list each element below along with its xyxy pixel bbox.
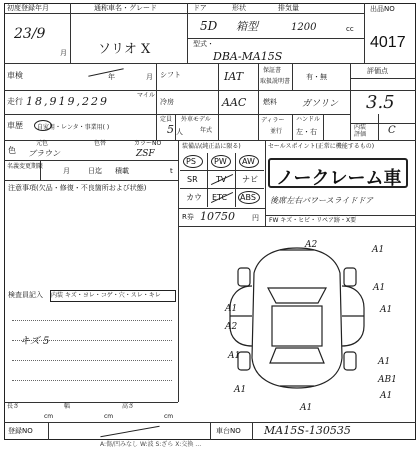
inspector-options: 内装 キズ・ヨレ・コゲ・穴・スレ・キレ	[51, 292, 161, 299]
interior-sub: 評価	[354, 131, 367, 138]
dealer-label: ディラー	[261, 117, 285, 124]
damage-mark: A1	[228, 351, 241, 361]
doors-value: 5D	[200, 19, 218, 33]
divider	[4, 140, 416, 141]
fuel-value: ガソリン	[302, 99, 339, 109]
displacement-label: 排気量	[278, 4, 299, 12]
damage-mark: A1	[378, 357, 391, 367]
chassis-label: 車台NO	[216, 427, 241, 435]
model-value: DBA-MA15S	[213, 50, 283, 63]
color-change-label: 色替	[94, 140, 107, 147]
ac-value: AAC	[222, 96, 247, 109]
history-label: 車歴	[7, 121, 23, 130]
damage-mark: AB1	[378, 375, 397, 385]
height-unit: cm	[164, 413, 174, 420]
note-line	[12, 320, 172, 321]
first-reg-label: 初度登録年月	[7, 4, 49, 12]
doors-label: ドア	[193, 4, 207, 12]
inspector-note: キズ 5	[20, 336, 50, 347]
warranty-sub: 取扱説明書	[260, 78, 291, 85]
mileage-label: 走行	[7, 97, 23, 106]
damage-mark: A1	[380, 391, 393, 401]
equipment-grid	[180, 153, 264, 207]
height-label: 高さ	[122, 403, 135, 410]
divider	[175, 114, 176, 140]
lot-value: 4017	[370, 34, 406, 51]
color-no-value: ZSF	[136, 149, 155, 159]
divider	[187, 38, 364, 39]
dealer-sub: 並行	[270, 128, 283, 135]
equipment-item-tv: TV	[208, 171, 236, 189]
exterior-sub: 年式	[200, 127, 213, 134]
shaken-month-unit: 月	[146, 73, 153, 81]
divider	[4, 180, 178, 181]
divider	[350, 78, 416, 79]
equipment-item-ps: PS	[180, 153, 208, 171]
equipment-item-abs: ABS	[236, 189, 264, 207]
color-label: 色	[8, 146, 16, 155]
damage-mark: A1	[300, 403, 313, 413]
divider	[258, 63, 259, 140]
divider	[48, 422, 49, 440]
divider	[4, 160, 178, 161]
divider	[364, 3, 365, 63]
inspector-label: 検査員記入	[8, 291, 43, 299]
shift-label: シフト	[160, 71, 181, 79]
shape-value: 箱型	[236, 20, 258, 33]
equipment-item-sr: SR	[180, 171, 208, 189]
model-label: 型式・	[193, 40, 214, 48]
chassis-value: MA15S-130535	[264, 424, 351, 437]
equipment-label: 装備品(純正品に限る)	[182, 143, 241, 150]
car-name-label: 通称車名・グレード	[94, 4, 157, 12]
name-change-month: 月	[63, 167, 70, 175]
divider	[265, 215, 416, 216]
divider	[156, 63, 157, 140]
footer-note: A:傷/凹みなし W:波 S:ざら X:交換 …	[100, 441, 202, 448]
no-claim-stamp-text: ノークレーム車	[276, 168, 402, 189]
divider	[350, 63, 351, 140]
mileage-unit: マイル	[137, 92, 155, 99]
divider	[378, 114, 379, 140]
reg-no-label: 登録NO	[8, 427, 33, 435]
inspector-box	[50, 290, 176, 302]
exterior-label: 外車モデル	[181, 116, 211, 123]
damage-mark: A1	[225, 304, 238, 314]
warranty-label: 保証書	[263, 67, 282, 74]
divider	[210, 422, 211, 440]
multi-label: 積載	[115, 167, 129, 175]
shift-value: IAT	[224, 70, 244, 83]
capacity-value: 5	[167, 123, 174, 136]
interior-value: C	[388, 125, 396, 136]
damage-legend: FW キズ・ヒビ・リペア跡・X要	[269, 217, 357, 224]
cc-unit: cc	[346, 25, 354, 33]
capacity-label: 定員	[160, 116, 173, 123]
equipment-item-aw: AW	[236, 153, 264, 171]
displacement-value: 1200	[291, 22, 317, 33]
sales-note: 後席左右パワースライドドア	[270, 196, 374, 205]
history-options: 自家用・レンタ・事業用( )	[37, 124, 110, 131]
width-unit: cm	[104, 413, 114, 420]
name-change-label: 名義変更期限	[7, 163, 44, 170]
ac-label: 冷房	[160, 98, 174, 106]
capacity-unit: 人	[176, 128, 183, 136]
divider	[178, 140, 179, 402]
length-unit: cm	[44, 413, 54, 420]
r-unit: 円	[252, 214, 259, 222]
divider	[4, 114, 350, 115]
equipment-item-kau: カウ	[180, 189, 208, 207]
damage-mark: A1	[234, 385, 247, 395]
divider	[218, 63, 219, 140]
width-label: 幅	[64, 403, 71, 410]
divider	[292, 63, 293, 90]
divider	[4, 63, 416, 64]
divider	[178, 226, 416, 227]
shaken-label: 車検	[7, 71, 23, 80]
divider	[4, 402, 178, 403]
length-label: 長さ	[7, 403, 20, 410]
divider	[4, 13, 364, 14]
note-line	[12, 360, 172, 361]
divider	[187, 3, 188, 63]
color-no-label: カラーNO	[134, 140, 162, 147]
inspector-row	[8, 290, 176, 302]
interior-label: 内装	[354, 124, 367, 131]
car-name-value: ソリオ X	[98, 42, 151, 57]
shaken-year-unit: 年	[108, 73, 115, 81]
damage-mark: A2	[305, 240, 318, 250]
damage-mark: A2	[225, 322, 238, 332]
mileage-value: 18,919,229	[26, 95, 109, 108]
score-value: 3.5	[366, 92, 395, 113]
first-reg-month: 月	[60, 49, 67, 57]
name-change-day: 日迄	[88, 167, 102, 175]
color-value: ブラウン	[28, 149, 60, 158]
damage-mark: A1	[372, 245, 385, 255]
warranty-value: 有・無	[306, 73, 327, 81]
divider	[265, 140, 266, 226]
equipment-item-navi: ナビ	[236, 171, 264, 189]
r-label: R券	[182, 213, 194, 221]
sales-point-label: セールスポイント(正常に機能するもの)	[268, 143, 375, 150]
equipment-item-etc: ETC	[208, 189, 236, 207]
score-label: 評価点	[367, 67, 388, 75]
orig-color-label: 元色	[36, 140, 49, 147]
ton-unit: t	[170, 167, 173, 175]
first-reg-value: 23/9	[14, 26, 46, 42]
divider	[323, 114, 324, 140]
divider	[252, 422, 253, 440]
divider	[292, 114, 293, 140]
note-line	[12, 380, 172, 381]
r-value: 10750	[200, 210, 235, 223]
shape-label: 形状	[232, 4, 246, 12]
handle-label: ハンドル	[296, 116, 321, 123]
no-claim-stamp	[268, 158, 408, 188]
divider	[178, 208, 265, 209]
handle-value: 左・右	[296, 128, 317, 136]
notes-label: 注意事項(欠品・修復・不良箇所および状態)	[8, 184, 147, 192]
divider	[70, 3, 71, 63]
fuel-label: 燃料	[263, 98, 277, 106]
damage-mark: A1	[380, 305, 393, 315]
damage-mark: A1	[373, 283, 386, 293]
equipment-item-pw: PW	[208, 153, 236, 171]
divider	[4, 90, 416, 91]
lot-label: 出品NO	[370, 5, 395, 13]
